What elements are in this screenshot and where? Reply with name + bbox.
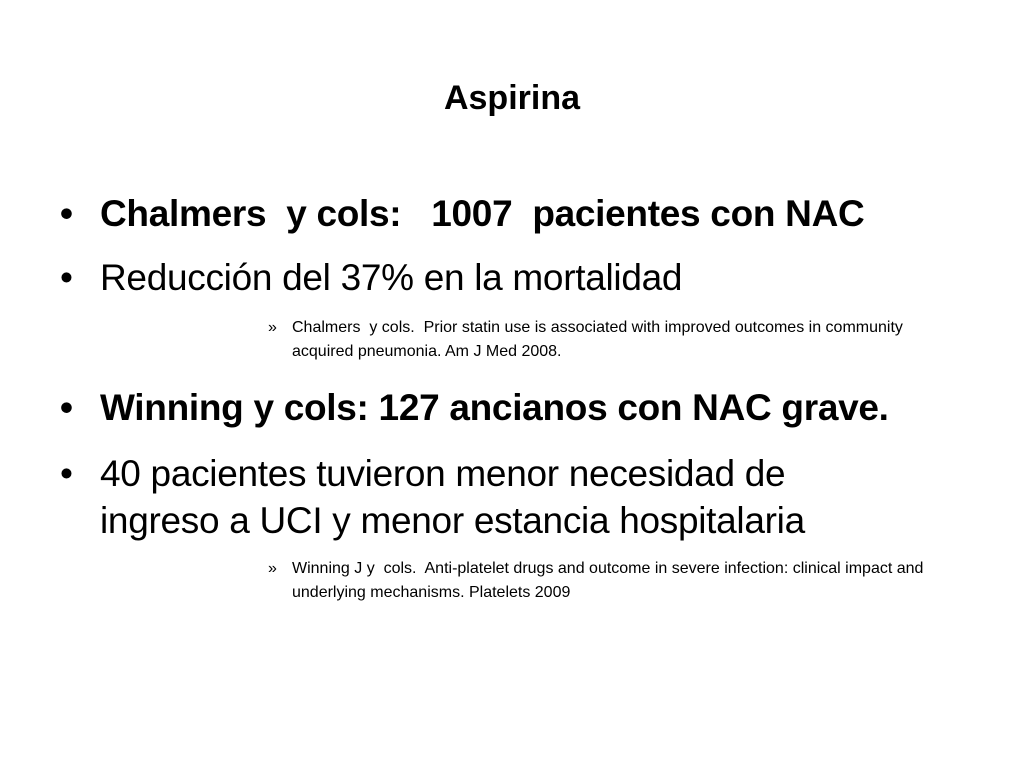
bullet-dot-icon: • bbox=[60, 193, 73, 234]
bullet-text: Chalmers y cols: 1007 pacientes con NAC bbox=[100, 193, 865, 234]
reference-item bbox=[268, 557, 968, 605]
reference-item bbox=[268, 316, 968, 364]
bullet-item bbox=[60, 190, 960, 237]
bullet-text: 40 pacientes tuvieron menor necesidad de ingreso a UCI y menor estancia hospitalaria bbox=[100, 453, 805, 541]
bullet-dot-icon: • bbox=[60, 387, 73, 428]
bullet-dot-icon: • bbox=[60, 257, 73, 298]
bullet-item bbox=[60, 384, 960, 431]
sub-bullet-icon: » bbox=[268, 319, 277, 336]
bullet-text: Winning y cols: 127 ancianos con NAC grave. bbox=[100, 387, 889, 428]
reference-text: Chalmers y cols. Prior statin use is associated with improved outcomes in community acquired pneumonia. Am J Med 2008. bbox=[292, 319, 908, 360]
bullet-dot-icon: • bbox=[60, 453, 73, 494]
reference-text: Winning J y cols. Anti-platelet drugs and outcome in severe infection: clinical impact and underlying mechanisms. Platelets 2009 bbox=[292, 560, 928, 601]
bullet-item bbox=[60, 254, 960, 301]
bullet-item bbox=[60, 450, 960, 544]
slide-title: Aspirina bbox=[443, 79, 581, 117]
bullet-text: Reducción del 37% en la mortalidad bbox=[100, 257, 683, 298]
sub-bullet-icon: » bbox=[268, 560, 277, 577]
